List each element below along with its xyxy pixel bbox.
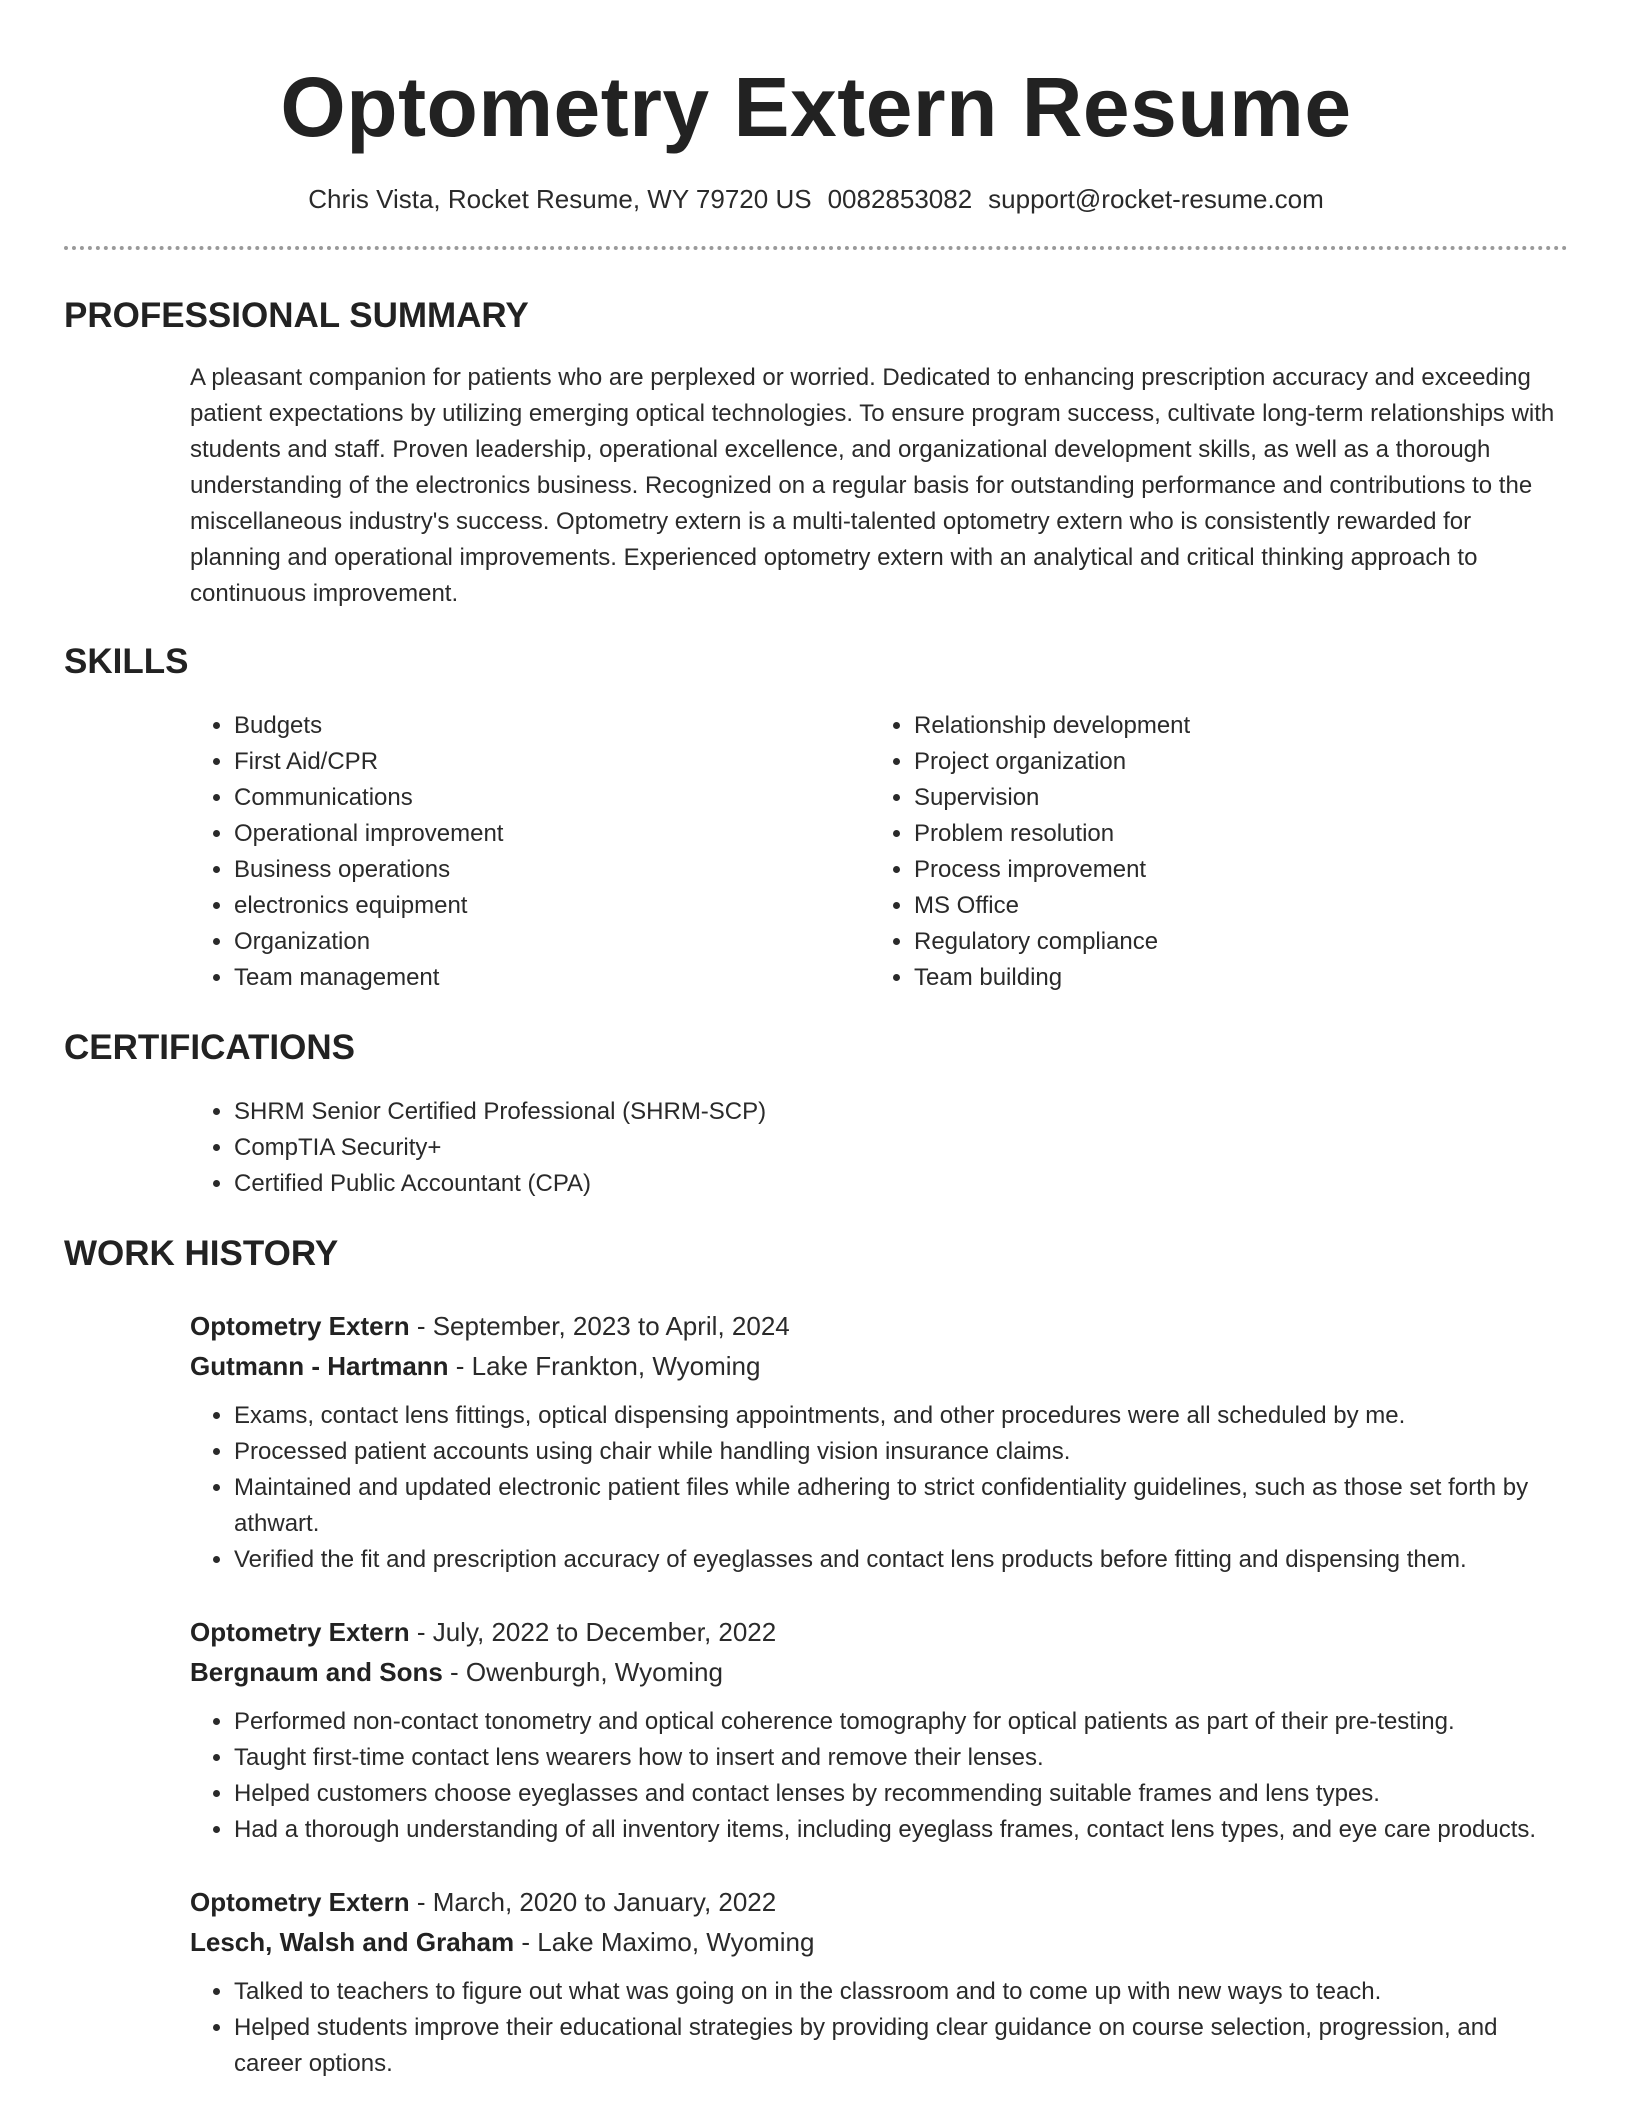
resume-title: Optometry Extern Resume <box>280 60 1352 154</box>
job-bullet: • Performed non-contact tonometry and optical coherence tomography for optical patients as part of their pre-testing. <box>234 1704 1568 1740</box>
job-title: Optometry Extern <box>190 1617 410 1647</box>
certification-item: • CompTIA Security+ <box>234 1130 1568 1166</box>
skills-list-right <box>870 708 1550 996</box>
job-bullet: • Processed patient accounts using chair while handling vision insurance claims. <box>234 1434 1568 1470</box>
skills-section <box>64 708 1568 996</box>
job-bullet: • Maintained and updated electronic patient files while adhering to strict confidentiality guidelines, such as those set forth by athwart. <box>234 1470 1568 1542</box>
skill-item: • Communications <box>234 780 870 816</box>
certifications-section <box>64 1094 1568 1202</box>
job-title: Optometry Extern <box>190 1311 410 1341</box>
job-location: - Lake Maximo, Wyoming <box>514 1927 815 1957</box>
job-company-line <box>190 1922 1568 1962</box>
summary-text: A pleasant companion for patients who are perplexed or worried. Dedicated to enhancing prescription accuracy and exceeding patient expectations by utilizing emerging optical technologies. To ensure program success, cultivate long-term relationships with students and staff. Proven leadership, operational excellence, and organizational development skills, as well as a thorough understanding of the electronics business. Recognized on a regular basis for outstanding performance and contributions to the miscellaneous industry's success. Optometry extern is a multi-talented optometry extern who is consistently rewarded for planning and operational improvements. Experienced optometry extern with an analytical and critical thinking approach to continuous improvement. <box>190 364 1555 607</box>
job-entry <box>190 1882 1568 2082</box>
skill-item: • First Aid/CPR <box>234 744 870 780</box>
summary-section <box>64 360 1568 612</box>
skill-item: • Relationship development <box>914 708 1550 744</box>
skill-item: • Team management <box>234 960 870 996</box>
job-bullet: • Talked to teachers to figure out what was going on in the classroom and to come up with new ways to teach. <box>234 1974 1568 2010</box>
contact-address: Chris Vista, Rocket Resume, WY 79720 US <box>308 184 812 214</box>
job-entry <box>190 1612 1568 1848</box>
skills-heading: SKILLS <box>64 642 189 681</box>
job-title: Optometry Extern <box>190 1887 410 1917</box>
skill-item: • Organization <box>234 924 870 960</box>
skill-item: • Operational improvement <box>234 816 870 852</box>
skill-item: • Supervision <box>914 780 1550 816</box>
job-bullet: • Helped students improve their educational strategies by providing clear guidance on course selection, progression, and career options. <box>234 2010 1568 2082</box>
job-dates: - July, 2022 to December, 2022 <box>409 1617 777 1647</box>
skill-item: • Project organization <box>914 744 1550 780</box>
work-history-heading: WORK HISTORY <box>64 1234 339 1273</box>
job-location: - Lake Frankton, Wyoming <box>448 1351 761 1381</box>
header-divider <box>64 246 1568 250</box>
skill-item: • Team building <box>914 960 1550 996</box>
job-company: Bergnaum and Sons <box>190 1657 443 1687</box>
certifications-heading: CERTIFICATIONS <box>64 1028 356 1067</box>
skill-item: • Business operations <box>234 852 870 888</box>
job-location: - Owenburgh, Wyoming <box>442 1657 723 1687</box>
contact-phone: 0082853082 <box>827 184 973 214</box>
contact-email: support@rocket-resume.com <box>988 184 1324 214</box>
job-company-line <box>190 1652 1568 1692</box>
job-bullets <box>190 1398 1568 1578</box>
skills-list-left <box>190 708 870 996</box>
job-title-line <box>190 1882 1568 1922</box>
skill-item: • Problem resolution <box>914 816 1550 852</box>
job-entry <box>190 1306 1568 1578</box>
skills-column-right <box>870 708 1550 996</box>
job-bullet: • Had a thorough understanding of all inventory items, including eyeglass frames, contact lens types, and eye care products. <box>234 1812 1568 1848</box>
job-bullet: • Helped customers choose eyeglasses and contact lenses by recommending suitable frames and lens types. <box>234 1776 1568 1812</box>
certification-item: • Certified Public Accountant (CPA) <box>234 1166 1568 1202</box>
certification-item: • SHRM Senior Certified Professional (SHRM-SCP) <box>234 1094 1568 1130</box>
job-company: Lesch, Walsh and Graham <box>190 1927 515 1957</box>
skills-column-left <box>190 708 870 996</box>
skill-item: • MS Office <box>914 888 1550 924</box>
certifications-list <box>190 1094 1568 1202</box>
job-company: Gutmann - Hartmann <box>190 1351 449 1381</box>
job-bullets <box>190 1974 1568 2082</box>
job-bullet: • Taught first-time contact lens wearers how to insert and remove their lenses. <box>234 1740 1568 1776</box>
skill-item: • Budgets <box>234 708 870 744</box>
skill-item: • electronics equipment <box>234 888 870 924</box>
skill-item: • Regulatory compliance <box>914 924 1550 960</box>
job-title-line <box>190 1306 1568 1346</box>
skill-item: • Process improvement <box>914 852 1550 888</box>
job-title-line <box>190 1612 1568 1652</box>
work-history-section <box>64 1306 1568 2082</box>
job-company-line <box>190 1346 1568 1386</box>
job-dates: - March, 2020 to January, 2022 <box>409 1887 777 1917</box>
job-bullet: • Exams, contact lens fittings, optical dispensing appointments, and other procedures were all scheduled by me. <box>234 1398 1568 1434</box>
job-dates: - September, 2023 to April, 2024 <box>409 1311 790 1341</box>
job-bullets <box>190 1704 1568 1848</box>
job-bullet: • Verified the fit and prescription accuracy of eyeglasses and contact lens products before fitting and dispensing them. <box>234 1542 1568 1578</box>
contact-line <box>64 182 1568 216</box>
summary-heading: PROFESSIONAL SUMMARY <box>64 296 529 335</box>
